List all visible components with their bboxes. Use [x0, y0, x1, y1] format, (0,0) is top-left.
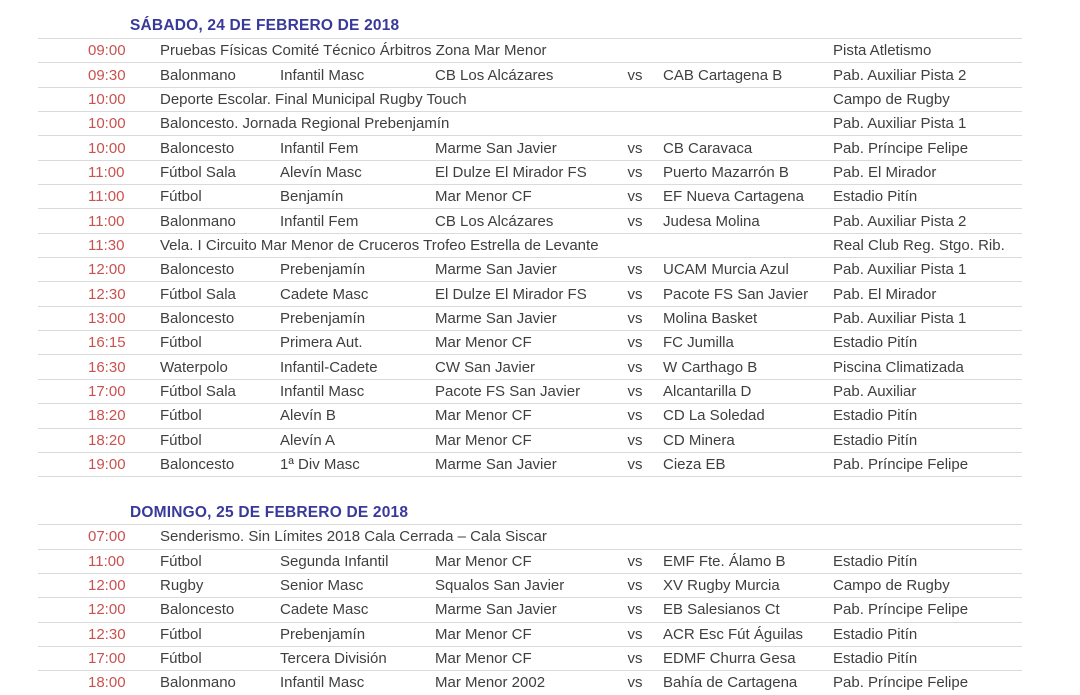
schedule-row	[38, 87, 1022, 111]
category-cell: 1ª Div Masc	[280, 456, 360, 474]
schedule-row	[38, 38, 1022, 62]
time-cell: 11:00	[88, 212, 125, 230]
category-cell: Tercera División	[280, 650, 387, 668]
day-header: DOMINGO, 25 DE FEBRERO DE 2018	[130, 504, 409, 522]
schedule-row	[38, 306, 1022, 330]
time-cell: 11:00	[88, 188, 125, 206]
sport-cell: Fútbol	[160, 188, 202, 206]
schedule-row	[38, 233, 1022, 257]
away-team-cell: Alcantarilla D	[663, 382, 752, 400]
schedule-row	[38, 354, 1022, 378]
away-team-cell: Judesa Molina	[663, 212, 760, 230]
schedule-row	[38, 573, 1022, 597]
venue-cell: Pab. Auxiliar Pista 2	[833, 212, 967, 230]
category-cell: Cadete Masc	[280, 285, 369, 303]
venue-cell: Estadio Pitín	[833, 552, 918, 570]
category-cell: Infantil Masc	[280, 66, 365, 84]
venue-cell: Pab. El Mirador	[833, 285, 937, 303]
vs-label: vs	[627, 188, 643, 206]
schedule-row	[38, 428, 1022, 452]
away-team-cell: EB Salesianos Ct	[663, 601, 780, 619]
schedule-row	[38, 135, 1022, 159]
sport-cell: Fútbol	[160, 431, 202, 449]
vs-label: vs	[627, 382, 643, 400]
time-cell: 12:00	[88, 577, 126, 595]
vs-label: vs	[627, 625, 643, 643]
sport-cell: Baloncesto	[160, 601, 235, 619]
sport-cell: Balonmano	[160, 66, 236, 84]
away-team-cell: CD Minera	[663, 431, 735, 449]
away-team-cell: CD La Soledad	[663, 407, 765, 425]
home-team-cell: Mar Menor CF	[435, 650, 532, 668]
venue-cell: Estadio Pitín	[833, 625, 918, 643]
vs-label: vs	[627, 601, 643, 619]
home-team-cell: Marme San Javier	[435, 261, 557, 279]
sport-cell: Baloncesto	[160, 139, 235, 157]
vs-label: vs	[627, 261, 643, 279]
venue-cell: Pista Atletismo	[833, 42, 932, 60]
away-team-cell: Molina Basket	[663, 309, 758, 327]
away-team-cell: ACR Esc Fút Águilas	[663, 625, 804, 643]
schedule-rows	[38, 38, 1022, 477]
venue-cell: Campo de Rugby	[833, 577, 950, 595]
sport-cell: Rugby	[160, 577, 204, 595]
category-cell: Senior Masc	[280, 577, 364, 595]
event-description-cell: Deporte Escolar. Final Municipal Rugby Touch	[160, 90, 467, 108]
schedule-row	[38, 281, 1022, 305]
sport-cell: Baloncesto	[160, 261, 235, 279]
schedule-row	[38, 111, 1022, 135]
venue-cell: Piscina Climatizada	[833, 358, 964, 376]
schedule-rows	[38, 524, 1022, 694]
venue-cell: Pab. Príncipe Felipe	[833, 139, 969, 157]
schedule-row	[38, 62, 1022, 86]
venue-cell: Pab. Auxiliar	[833, 382, 917, 400]
home-team-cell: El Dulze El Mirador FS	[435, 285, 587, 303]
sport-cell: Fútbol	[160, 334, 202, 352]
venue-cell: Estadio Pitín	[833, 334, 918, 352]
home-team-cell: CB Los Alcázares	[435, 212, 554, 230]
time-cell: 12:00	[88, 601, 126, 619]
venue-cell: Pab. Auxiliar Pista 1	[833, 115, 967, 133]
away-team-cell: EF Nueva Cartagena	[663, 188, 804, 206]
sport-cell: Balonmano	[160, 674, 236, 692]
category-cell: Infantil Fem	[280, 139, 359, 157]
category-cell: Benjamín	[280, 188, 344, 206]
time-cell: 10:00	[88, 90, 126, 108]
category-cell: Alevín Masc	[280, 163, 362, 181]
schedule-row	[38, 549, 1022, 573]
away-team-cell: EMF Fte. Álamo B	[663, 552, 786, 570]
venue-cell: Pab. Príncipe Felipe	[833, 674, 969, 692]
schedule-row	[38, 379, 1022, 403]
schedule-row	[38, 184, 1022, 208]
vs-label: vs	[627, 163, 643, 181]
sport-cell: Fútbol	[160, 552, 202, 570]
vs-label: vs	[627, 407, 643, 425]
time-cell: 09:00	[88, 42, 126, 60]
home-team-cell: Pacote FS San Javier	[435, 382, 581, 400]
schedule-row	[38, 597, 1022, 621]
time-cell: 07:00	[88, 528, 126, 546]
event-description-cell: Baloncesto. Jornada Regional Prebenjamín	[160, 115, 450, 133]
venue-cell: Pab. El Mirador	[833, 163, 937, 181]
away-team-cell: UCAM Murcia Azul	[663, 261, 789, 279]
sport-cell: Fútbol	[160, 625, 202, 643]
time-cell: 16:15	[88, 334, 126, 352]
sport-cell: Baloncesto	[160, 309, 235, 327]
venue-cell: Pab. Auxiliar Pista 2	[833, 66, 967, 84]
time-cell: 11:00	[88, 552, 125, 570]
schedule-row	[38, 622, 1022, 646]
home-team-cell: Mar Menor CF	[435, 334, 532, 352]
vs-label: vs	[627, 577, 643, 595]
sport-cell: Fútbol Sala	[160, 382, 236, 400]
time-cell: 11:30	[88, 236, 125, 254]
category-cell: Infantil Masc	[280, 674, 365, 692]
venue-cell: Estadio Pitín	[833, 650, 918, 668]
time-cell: 12:00	[88, 261, 126, 279]
category-cell: Infantil Masc	[280, 382, 365, 400]
home-team-cell: CB Los Alcázares	[435, 66, 554, 84]
category-cell: Alevín A	[280, 431, 336, 449]
vs-label: vs	[627, 431, 643, 449]
time-cell: 18:20	[88, 407, 126, 425]
venue-cell: Pab. Príncipe Felipe	[833, 601, 969, 619]
day-header: SÁBADO, 24 DE FEBRERO DE 2018	[130, 17, 400, 34]
home-team-cell: El Dulze El Mirador FS	[435, 163, 587, 181]
venue-cell: Pab. Príncipe Felipe	[833, 456, 969, 474]
time-cell: 18:00	[88, 674, 126, 692]
home-team-cell: Mar Menor 2002	[435, 674, 546, 692]
category-cell: Prebenjamín	[280, 625, 366, 643]
vs-label: vs	[627, 358, 643, 376]
venue-cell: Pab. Auxiliar Pista 1	[833, 309, 967, 327]
away-team-cell: Bahía de Cartagena	[663, 674, 798, 692]
away-team-cell: Cieza EB	[663, 456, 726, 474]
vs-label: vs	[627, 285, 643, 303]
time-cell: 10:00	[88, 139, 126, 157]
away-team-cell: XV Rugby Murcia	[663, 577, 780, 595]
home-team-cell: Marme San Javier	[435, 309, 557, 327]
schedule-row	[38, 403, 1022, 427]
venue-cell: Real Club Reg. Stgo. Rib.	[833, 236, 1005, 254]
away-team-cell: FC Jumilla	[663, 334, 734, 352]
home-team-cell: Mar Menor CF	[435, 407, 532, 425]
sport-cell: Balonmano	[160, 212, 236, 230]
home-team-cell: Mar Menor CF	[435, 431, 532, 449]
venue-cell: Pab. Auxiliar Pista 1	[833, 261, 967, 279]
sport-cell: Fútbol Sala	[160, 163, 236, 181]
home-team-cell: Mar Menor CF	[435, 188, 532, 206]
schedule-section	[0, 16, 1080, 477]
time-cell: 13:00	[88, 309, 126, 327]
category-cell: Cadete Masc	[280, 601, 369, 619]
schedule-row	[38, 524, 1022, 548]
time-cell: 18:20	[88, 431, 126, 449]
home-team-cell: Mar Menor CF	[435, 552, 532, 570]
vs-label: vs	[627, 139, 643, 157]
event-description-cell: Pruebas Físicas Comité Técnico Árbitros Zona Mar Menor	[160, 42, 547, 60]
home-team-cell: Squalos San Javier	[435, 577, 565, 595]
away-team-cell: CB Caravaca	[663, 139, 753, 157]
schedule-row	[38, 160, 1022, 184]
time-cell: 19:00	[88, 456, 126, 474]
sport-cell: Fútbol Sala	[160, 285, 236, 303]
category-cell: Segunda Infantil	[280, 552, 389, 570]
home-team-cell: Marme San Javier	[435, 456, 557, 474]
away-team-cell: Puerto Mazarrón B	[663, 163, 789, 181]
event-description-cell: Vela. I Circuito Mar Menor de Cruceros Trofeo Estrella de Levante	[160, 236, 599, 254]
venue-cell: Estadio Pitín	[833, 188, 918, 206]
category-cell: Prebenjamín	[280, 261, 366, 279]
vs-label: vs	[627, 456, 643, 474]
vs-label: vs	[627, 66, 643, 84]
away-team-cell: W Carthago B	[663, 358, 758, 376]
home-team-cell: Marme San Javier	[435, 139, 557, 157]
schedule-row	[38, 670, 1022, 694]
sport-cell: Baloncesto	[160, 456, 235, 474]
time-cell: 12:30	[88, 625, 126, 643]
sport-cell: Waterpolo	[160, 358, 228, 376]
schedule-section	[0, 503, 1080, 694]
vs-label: vs	[627, 334, 643, 352]
home-team-cell: Marme San Javier	[435, 601, 557, 619]
sport-cell: Fútbol	[160, 407, 202, 425]
category-cell: Alevín B	[280, 407, 336, 425]
vs-label: vs	[627, 552, 643, 570]
time-cell: 11:00	[88, 163, 125, 181]
category-cell: Infantil Fem	[280, 212, 359, 230]
schedule-row	[38, 330, 1022, 354]
away-team-cell: CAB Cartagena B	[663, 66, 783, 84]
home-team-cell: CW San Javier	[435, 358, 536, 376]
time-cell: 16:30	[88, 358, 126, 376]
venue-cell: Campo de Rugby	[833, 90, 950, 108]
event-description-cell: Senderismo. Sin Límites 2018 Cala Cerrada – Cala Siscar	[160, 528, 547, 546]
vs-label: vs	[627, 674, 643, 692]
category-cell: Primera Aut.	[280, 334, 363, 352]
sport-cell: Fútbol	[160, 650, 202, 668]
sports-schedule-page	[0, 16, 1080, 691]
home-team-cell: Mar Menor CF	[435, 625, 532, 643]
schedule-row	[38, 452, 1022, 476]
time-cell: 10:00	[88, 115, 126, 133]
category-cell: Infantil-Cadete	[280, 358, 378, 376]
time-cell: 17:00	[88, 382, 126, 400]
time-cell: 12:30	[88, 285, 126, 303]
away-team-cell: Pacote FS San Javier	[663, 285, 809, 303]
schedule-row	[38, 646, 1022, 670]
away-team-cell: EDMF Churra Gesa	[663, 650, 796, 668]
vs-label: vs	[627, 212, 643, 230]
vs-label: vs	[627, 650, 643, 668]
venue-cell: Estadio Pitín	[833, 431, 918, 449]
schedule-row	[38, 208, 1022, 232]
schedule-row	[38, 257, 1022, 281]
venue-cell: Estadio Pitín	[833, 407, 918, 425]
time-cell: 09:30	[88, 66, 126, 84]
vs-label: vs	[627, 309, 643, 327]
category-cell: Prebenjamín	[280, 309, 366, 327]
time-cell: 17:00	[88, 650, 126, 668]
